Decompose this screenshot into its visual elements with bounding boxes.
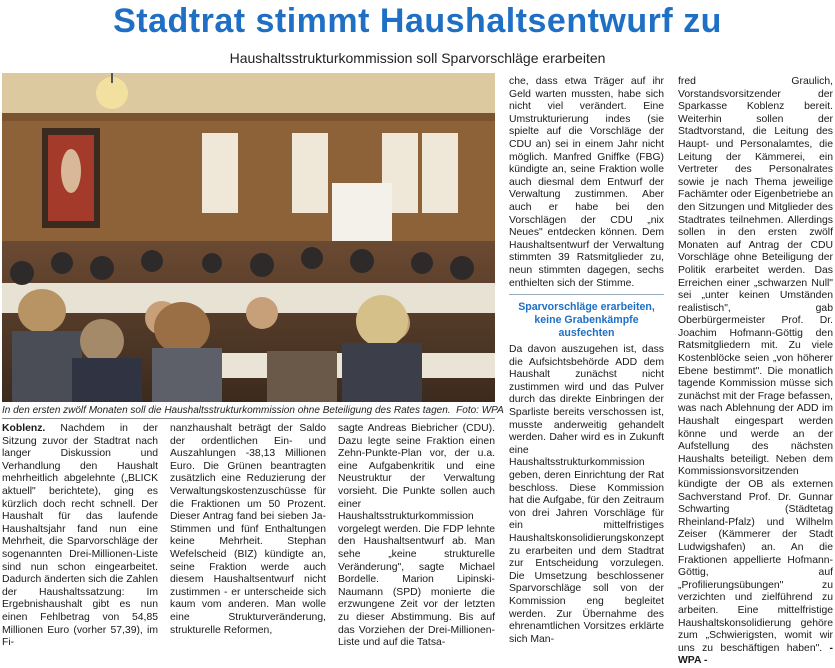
column-3-text: sagte Andreas Biebricher (CDU). Dazu legte seine Fraktion einen Zehn-Punkte-Plan vor, der u.a. eine Aufgabenkritik und eine Neustruktur der Verwaltung vorsieht. Die Punkte sollen auch einer Haushaltsstrukturkommission vorgelegt werden. Die FDP lehnte den Haushaltsentwurf ab. Man sehe „keine strukturelle Veränderung", sagte Michael Bordelle. Marion Lipinski-Naumann (SPD) monierte die erzwungene Zeit vor der letzten zu dieser Abstimmung. Bis auf das Vorziehen der Drei-Millionen-Liste und auf die Tatsa- (338, 423, 495, 649)
text-column-3 (338, 423, 495, 649)
section-subhead: Sparvorschläge erarbeiten, keine Grabenkämpfe ausfechten (509, 294, 664, 340)
text-column-2 (170, 423, 326, 637)
council-chamber-photo (2, 73, 495, 402)
column-1-text: Nachdem in der Sitzung zuvor der Stadtrat nach langer Diskussion und Verhandlung den Haushalt mehrheitlich abgelehnte („BLICK aktuell" berichtete), ging es kürzlich doch recht schnell. Der Haushalt für das laufende Haushaltsjahr fand nun eine Mehrheit, die Sparvorschläge der sogenannten Drei-Millionen-Liste sind nun schon eingearbeitet. Dadurch änderten sich die Zahlen der Haushaltssatzung: Im Ergebnishaushalt gibt es nun einen Fehlbetrag von 54,85 Millionen Euro (vorher 57,39), im Fi- (2, 423, 158, 649)
signoff: - WPA - (678, 642, 834, 667)
photo-credit: Foto: WPA (456, 405, 504, 416)
column-4-text-bottom: Da davon auszugehen ist, dass die Aufsichtsbehörde ADD dem Haushalt zunächst nicht zustimmen wird und das Pulver durch das direkte Einbringen der Sparliste bereits verschossen ist, musste anderweitig gehandelt werden. Daher wird es in Zukunft eine Haushaltsstrukturkommission geben, deren Einrichtung der Rat beschloss. Diese Kommission hat die Aufgabe, für den Zeitraum von drei Jahren Vorschläge für ein mittelfristiges Haushaltskonsolidierungskonzept zu erarbeiten und dem Stadtrat zur Entscheidung vorzulegen. Die Umsetzung beschlossener Sparvorschläge soll von der Kommission eng begleitet werden. Zur Übernahme des ehrenamtlichen Vorsitzes erklärte sich Man- (509, 344, 664, 645)
headline: Stadtrat stimmt Haushaltsentwurf zu (113, 2, 722, 40)
text-column-1 (2, 423, 158, 649)
column-4-text-top: che, dass etwa Träger auf ihr Geld warten mussten, habe sich nicht viel verändert. Eine Umstrukturierung indes (sie spielte auf die Vorschläge der CDU an) sei in einem Jahr nicht möglich. Manfred Gniffke (FBG) kündigte an, seine Fraktion wolle auch diesmal dem Entwurf der Verwaltung zustimmen. Aber auch er habe bei den Vorschlägen der CDU „nix Neues" entdecken können. Dem Haushaltsentwurf der Verwaltung stimmten 39 Ratsmitglieder zu, neun stimmten dagegen, sechs enthielten sich der Stimme. (509, 76, 664, 289)
column-5-text: fred Graulich, Vorstandsvorsitzender der Sparkasse Koblenz bereit. Weiterhin sollen der Stadtvorstand, die Leitung des Haupt- und Personalamtes, die Leitung der Kämmerei, ein Vertreter des Personalrates sowie je nach Thema jeweilige Fachämter oder Eigenbetriebe an den Sitzungen und Mitglieder des Stadtrates teilnehmen. Allerdings sollen in den ersten zwölf Monaten auf Antrag der CDU Vorschläge ohne Beteiligung der Politik erarbeitet werden. Das Erreichen einer „schwarzen Null" sei „unter keinen Umständen realistisch", gab Oberbürgermeister Prof. Dr. Joachim Hofmann-Göttig den Ratsmitgliedern mit. Zu viele Kostenblöcke seien „von höherer Ebene bestimmt". Die monatlich tagende Kommission müsse sich zunächst mit der Frage befassen, was nach Ablehnung der ADD im Haushalt eingespart werden könne und werde an der Aufstellung des nächsten Haushalts beteiligt. Neben dem Kommissionsvorsitzenden kündigte der OB als externen Sachverstand Prof. Dr. Gunnar Schwarting (Städtetag Rheinland-Pfalz) und Wilhelm Zeiser (Kämmerer der Stadt Ludwigshafen) an. An die Fraktionen appellierte Hofmann-Göttig, auf „Profilierungsübungen" zu verzichten und zielführend zu arbeiten. Eine mittelfristige Haushaltskonsolidierung gehöre zum „Schwierigsten, womit wir uns zu beschäftigen haben". (678, 76, 833, 654)
subheadline: Haushaltsstrukturkommission soll Sparvorschläge erarbeiten (229, 50, 606, 66)
text-column-5 (678, 76, 834, 667)
photo-caption (2, 405, 504, 416)
column-2-text: nanzhaushalt beträgt der Saldo der ordentlichen Ein- und Auszahlungen -38,13 Millionen Euro. Die Grünen beantragten zusätzlich eine Reduzierung der Verwaltungskostenzuschüsse für die Fraktionen um 50 Prozent. Dieser Antrag fand bei sieben Ja-Stimmen und fünf Enthaltungen keine Mehrheit. Stephan Wefelscheid (BIZ) kündigte an, seine Fraktion werde auch diesem Haushaltsentwurf nicht zustimmen - er unterscheide sich kaum vom anderen. Man wolle eine Strukturveränderung, strukturelle Reformen, (170, 423, 326, 636)
caption-divider (2, 418, 495, 419)
caption-text: In den ersten zwölf Monaten soll die Haushaltsstrukturkommission ohne Beteiligung des Rates tagen. (2, 405, 451, 416)
dateline: Koblenz. (2, 423, 46, 434)
text-column-4 (509, 76, 664, 645)
